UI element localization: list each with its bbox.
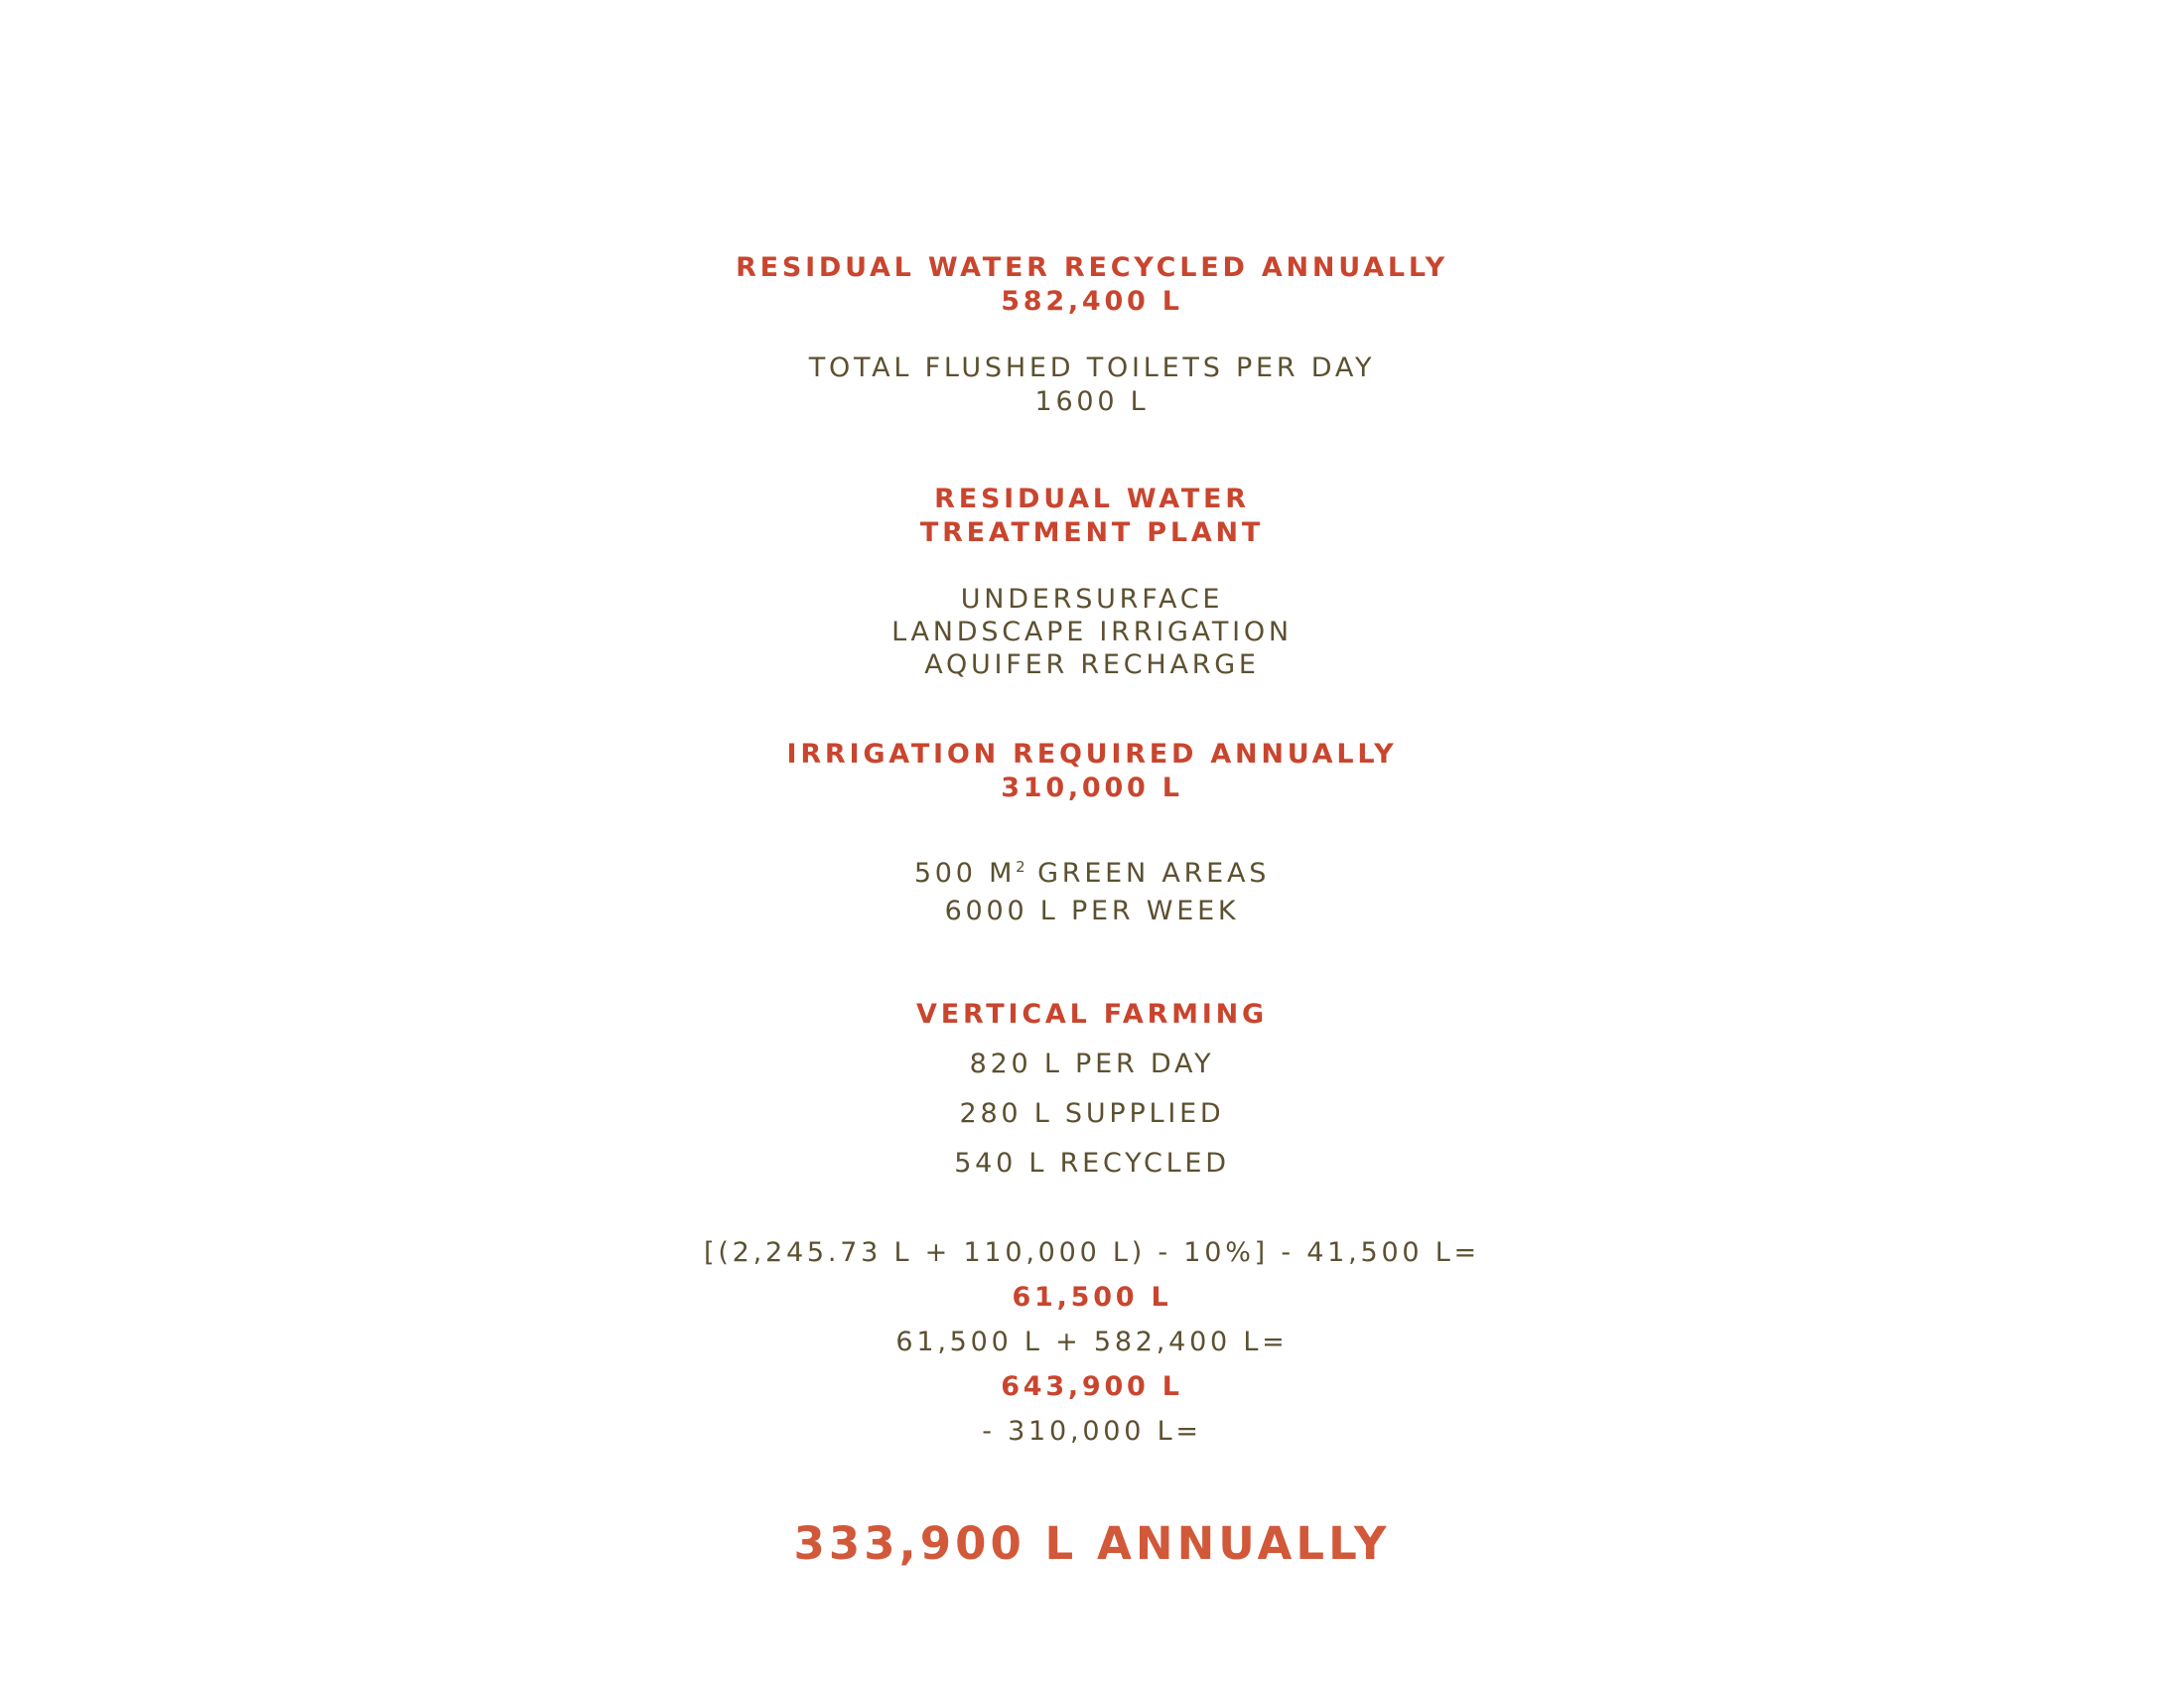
irrigation-weekly: 6000 L PER WEEK <box>944 896 1240 926</box>
use-aquifer-recharge: AQUIFER RECHARGE <box>924 649 1260 680</box>
use-undersurface: UNDERSURFACE <box>960 584 1224 615</box>
use-landscape-irrigation: LANDSCAPE IRRIGATION <box>891 617 1293 647</box>
calc-formula-3: - 310,000 L= <box>982 1416 1202 1447</box>
vertical-farming-daily: 820 L PER DAY <box>969 1049 1215 1079</box>
annual-total: 333,900 L ANNUALLY <box>793 1517 1391 1570</box>
toilets-label: TOTAL FLUSHED TOILETS PER DAY <box>808 352 1376 383</box>
vertical-farming-supplied: 280 L SUPPLIED <box>959 1098 1225 1129</box>
calc-result-1: 61,500 L <box>1012 1282 1172 1313</box>
residual-recycled-title: RESIDUAL WATER RECYCLED ANNUALLY <box>736 252 1448 283</box>
green-areas-label: GREEN AREAS <box>1024 858 1271 889</box>
green-areas-unit-sup: 2 <box>1016 858 1025 876</box>
vertical-farming-title: VERTICAL FARMING <box>916 999 1268 1030</box>
vertical-farming-recycled: 540 L RECYCLED <box>954 1148 1230 1179</box>
irrigation-value: 310,000 L <box>1001 773 1183 803</box>
calc-result-2: 643,900 L <box>1001 1371 1183 1402</box>
toilets-value: 1600 L <box>1034 386 1150 417</box>
residual-recycled-value: 582,400 L <box>1001 286 1183 317</box>
irrigation-title: IRRIGATION REQUIRED ANNUALLY <box>786 739 1398 770</box>
calc-formula-2: 61,500 L + 582,400 L= <box>895 1327 1289 1357</box>
treatment-plant-title-line2: TREATMENT PLANT <box>919 517 1265 548</box>
treatment-plant-title-line1: RESIDUAL WATER <box>934 484 1250 514</box>
green-areas <box>0 850 2184 891</box>
calc-formula-1: [(2,245.73 L + 110,000 L) - 10%] - 41,500 L= <box>704 1237 1480 1268</box>
green-areas-number: 500 M <box>913 858 1017 889</box>
